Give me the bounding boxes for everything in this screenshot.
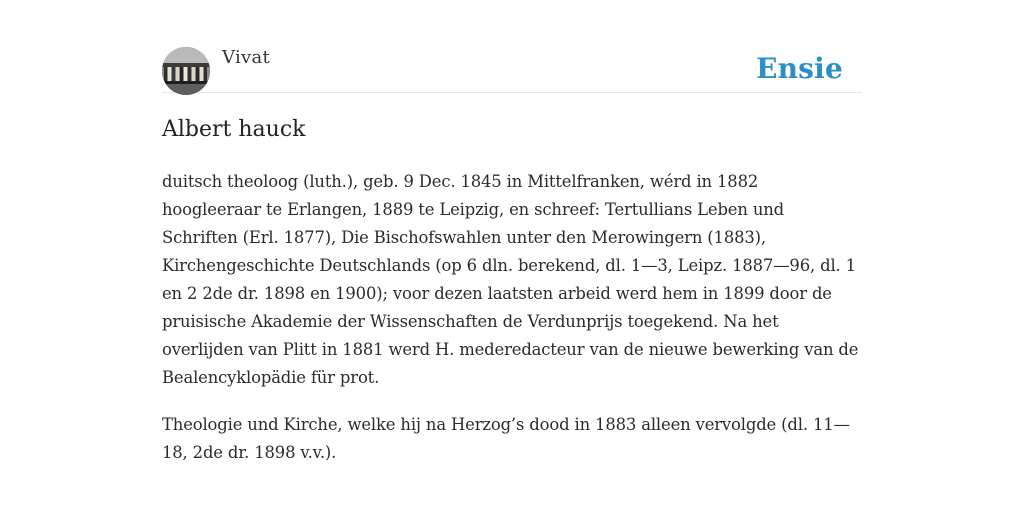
article-body [162,168,862,486]
brand-logo[interactable]: Ensie [756,52,843,85]
page-title: Albert hauck [162,117,306,142]
article-paragraph: Theologie und Kirche, welke hij na Herzog’s dood in 1883 alleen vervolgde (dl. 11—18, 2de dr. 1898 v.v.). [162,415,850,462]
header [162,46,862,93]
article-paragraph: duitsch theoloog (luth.), geb. 9 Dec. 1845 in Mittelfranken, wérd in 1882 hoogleeraar te Erlangen, 1889 te Leipzig, en schreef: Tertullians Leben und Schriften (Erl. 1877), Die Bischofswahlen unter den Merowingern (1883), Kirchengeschichte Deutschlands (op 6 dln. berekend, dl. 1—3, Leipz. 1887—96, dl. 1 en 2 2de dr. 1898 en 1900); voor dezen laatsten arbeid werd hem in 1899 door de pruisische Akademie der Wissenschaften de Verdunprijs toegekend. Na het overlijden van Plitt in 1881 werd H. mederedacteur van de nieuwe bewerking van de Bealencyklopädie für prot. [162,172,859,387]
bookshelf-avatar-icon[interactable] [162,47,210,95]
source-name[interactable]: Vivat [222,47,271,68]
